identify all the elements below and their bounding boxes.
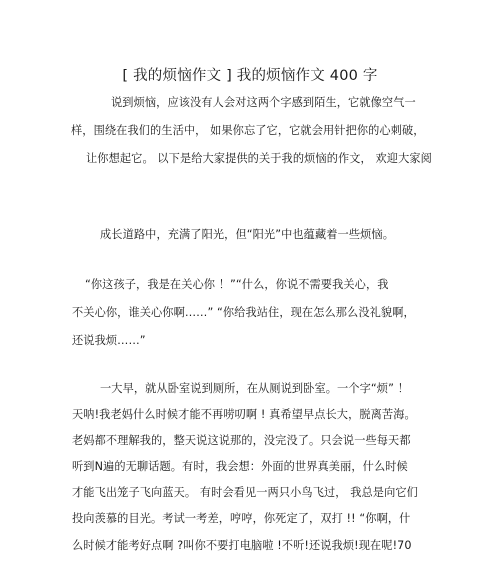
paragraph-2-line-3: 还说我烦……” [72, 334, 146, 347]
document-title: [ 我的烦恼作文 ] 我的烦恼作文 400 字 [122, 68, 378, 84]
intro-line-1: 说到烦恼，应该没有人会对这两个字感到陌生，它就像空气一 [111, 96, 416, 109]
paragraph-3-line-7: 么时候才能考好点啊 ?叫你不要打电脑啦 !不听!还说我烦!现在呢!70 [72, 539, 412, 552]
paragraph-3-line-6: 投向羡慕的目光。考试一考差，哼哼，你死定了，双打 !! “你啊，什 [72, 512, 411, 525]
paragraph-3-line-5: 才能飞出笼子飞向蓝天。 有时会看见一两只小鸟飞过， 我总是向它们 [72, 486, 418, 499]
paragraph-2-line-1: “你这孩子，我是在关心你 ！”“什么，你说不需要我关心，我 [85, 278, 389, 291]
paragraph-3-line-1: 一大早，就从卧室说到厕所，在从厕说到卧室。一个字“烦” ！ [100, 382, 409, 395]
paragraph-3-line-2: 天呐!我老妈什么时候才能不再唠叨啊 ! 真希望早点长大，脱离苦海。 [72, 408, 416, 421]
paragraph-1-line-1: 成长道路中，充满了阳光，但“阳光”中也蕴藏着一些烦恼。 [100, 228, 394, 241]
paragraph-2-line-2: 不关心你，谁关心你啊……” “你给我站住，现在怎么那么没礼貌啊， [72, 306, 415, 319]
paragraph-3-line-3: 老妈都不理解我的，整天说这说那的，没完没了。只会说一些每天都 [72, 434, 411, 447]
intro-line-2: 样，围绕在我们的生活中， 如果你忘了它，它就会用针把你的心刺破， [71, 124, 425, 137]
paragraph-3-line-4: 听到N遍的无聊话题。有时，我会想：外面的世界真美丽，什么时候 [72, 460, 408, 473]
intro-line-3: 让你想起它。 以下是给大家提供的关于我的烦恼的作文， 欢迎大家阅 [86, 152, 432, 165]
